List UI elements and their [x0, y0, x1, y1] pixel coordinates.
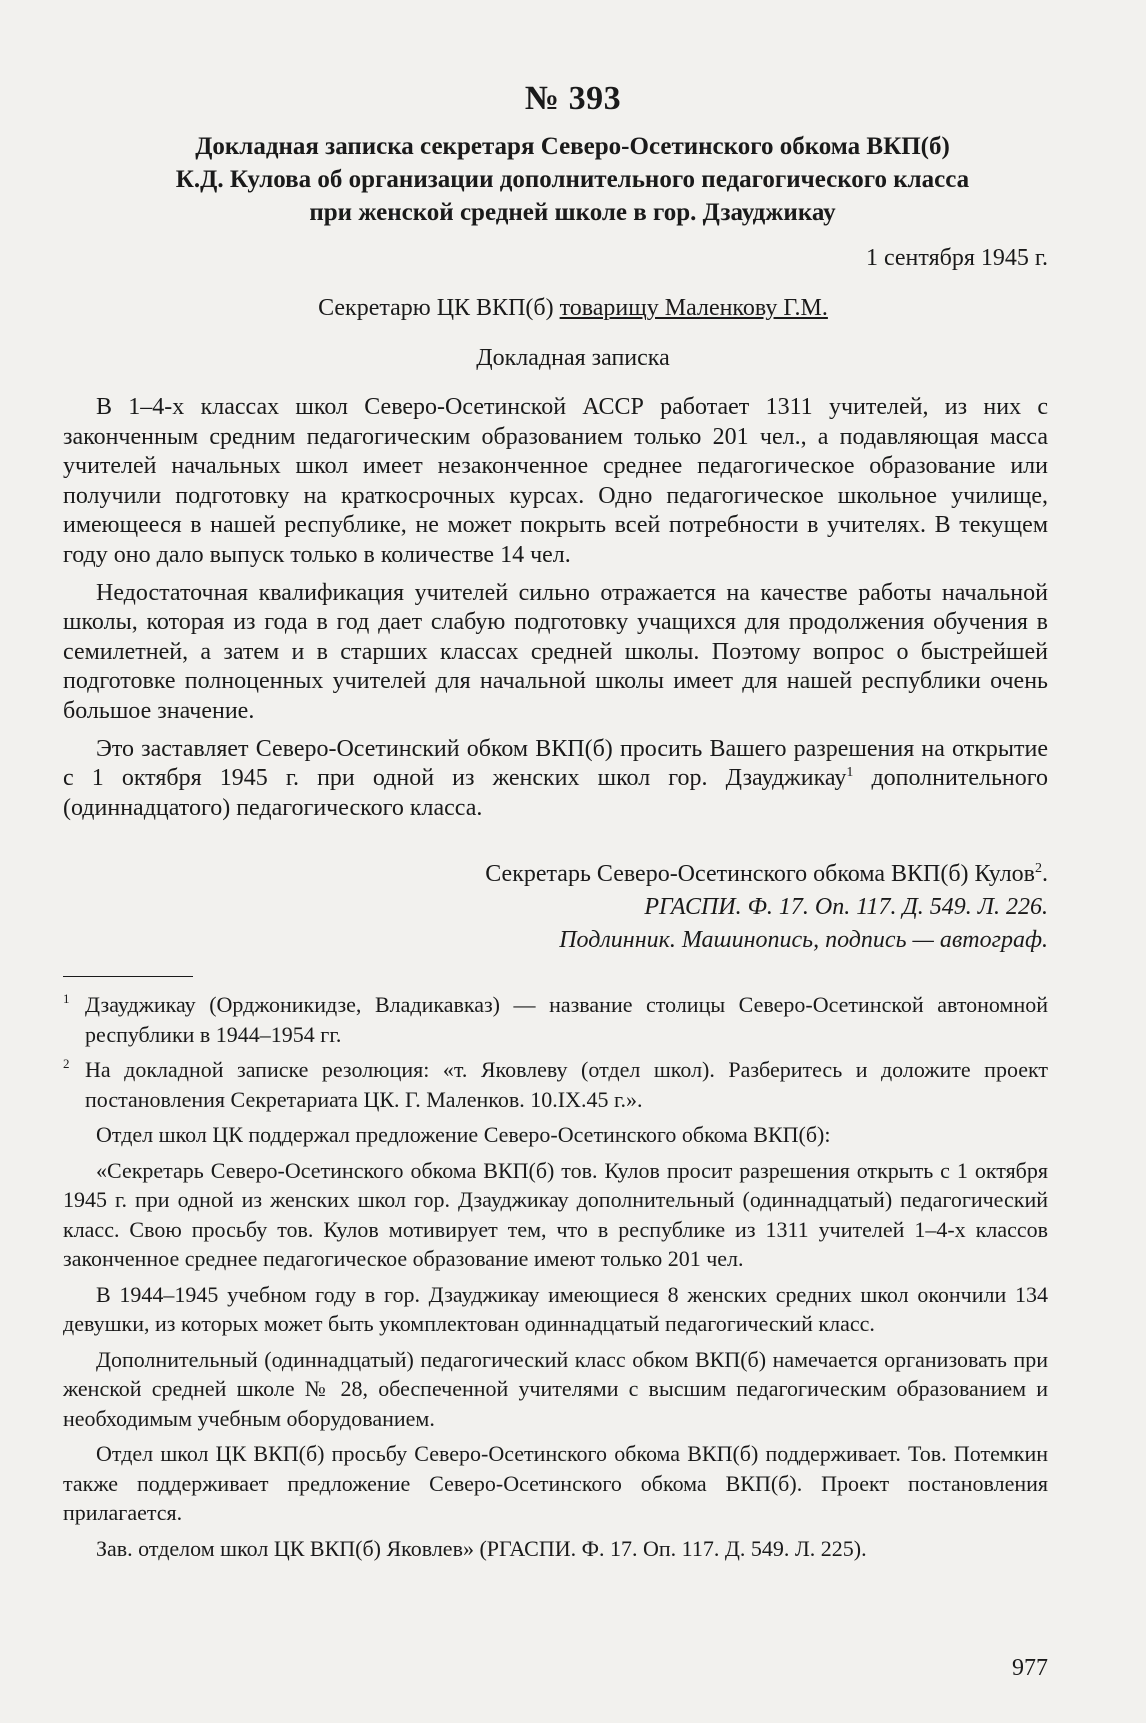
title-line: Докладная записка секретаря Северо-Осетинского обкома ВКП(б): [195, 133, 950, 160]
page-number: 977: [1012, 1655, 1048, 1681]
document-title: [95, 130, 1050, 229]
footnote: 2 На докладной записке резолюция: «т. Яковлеву (отдел школ). Разберитесь и доложите проект постановления Секретариата ЦК. Г. Маленков. 10.IX.45 г.».: [63, 1056, 1048, 1112]
paragraph-text: Это заставляет Северо-Осетинский обком ВКП(б) просить Вашего разрешения на открытие с 1 октября 1945 г. при одной из женских школ гор. Дзауджикау: [63, 735, 1048, 792]
source-note: Подлинник. Машинопись, подпись — автограф.: [559, 927, 1048, 953]
signature-line: [485, 861, 1048, 887]
addressee-name: товарищу Маленкову Г.М.: [559, 295, 828, 321]
footnotes: [63, 990, 1048, 1569]
footnote: 1 Дзауджикау (Орджоникидзе, Владикавказ) — название столицы Северо-Осетинской автономной республики в 1944–1954 гг.: [63, 991, 1048, 1047]
document-number: № 393: [524, 80, 622, 117]
addressee-prefix: Секретарю ЦК ВКП(б): [318, 295, 560, 321]
note-paragraph: «Секретарь Северо-Осетинского обкома ВКП(б) тов. Кулов просит разрешения открыть с 1 октября 1945 г. при одной из женских школ гор. Дзауджикау дополнительный (одиннадцатый) педагогический класс. Свою просьбу тов. Кулов мотивирует тем, что в республике из 1311 учителей 1–4-х классов законченное среднее педагогическое образование имеют только 201 чел.: [63, 1157, 1048, 1271]
memo-heading: Докладная записка: [476, 345, 670, 371]
body-paragraph: Недостаточная квалификация учителей сильно отражается на качестве работы начальной школы, которая из года в год дает слабую подготовку учащихся для продолжения обучения в семилетней, а затем и в старших классах средней школы. Поэтому вопрос о быстрейшей подготовке полноценных учителей для начальной школы имеет для нашей республики очень большое значение.: [63, 579, 1048, 724]
memo-body: [63, 393, 1048, 831]
signature-block: [63, 858, 1048, 957]
footnote-text: Дзауджикау (Орджоникидзе, Владикавказ) — название столицы Северо-Осетинской автономной республики в 1944–1954 гг.: [85, 992, 1048, 1047]
body-paragraph: [63, 735, 1048, 824]
note-paragraph: В 1944–1945 учебном году в гор. Дзауджикау имеющиеся 8 женских средних школ окончили 134 девушки, из которых может быть укомплектован одиннадцатый педагогический класс.: [63, 1281, 1048, 1336]
document-date: 1 сентября 1945 г.: [865, 245, 1048, 271]
footnote-mark: 1: [846, 765, 854, 781]
note-paragraph: Зав. отделом школ ЦК ВКП(б) Яковлев» (РГАСПИ. Ф. 17. Оп. 117. Д. 549. Л. 225).: [96, 1535, 867, 1561]
title-line: при женской средней школе в гор. Дзауджикау: [309, 199, 836, 226]
signature-text: Секретарь Северо-Осетинского обкома ВКП(б) Кулов: [485, 861, 1035, 887]
title-line: К.Д. Кулова об организации дополнительного педагогического класса: [175, 166, 970, 193]
body-paragraph: В 1–4-х классах школ Северо-Осетинской АССР работает 1311 учителей, из них с законченным средним педагогическим образованием только 201 чел., а подавляющая масса учителей начальных школ имеет незаконченное среднее педагогическое образование или получили подготовку на краткосрочных курсах. Одно педагогическое школьное училище, имеющееся в нашей республике, не может покрыть всей потребности в учителях. В текущем году оно дало выпуск только в количестве 14 чел.: [63, 394, 1048, 568]
archive-reference: РГАСПИ. Ф. 17. Оп. 117. Д. 549. Л. 226.: [644, 894, 1048, 920]
note-paragraph: Дополнительный (одиннадцатый) педагогический класс обком ВКП(б) намечается организовать при женской средней школе № 28, обеспеченной учителями с высшим педагогическим образованием и необходимым учебным оборудованием.: [63, 1346, 1048, 1431]
paragraph-text-tail: дополнительного (одиннадцатого) педагогического класса.: [63, 765, 1048, 821]
footnote-divider: [63, 976, 193, 977]
note-paragraph: Отдел школ ЦК ВКП(б) просьбу Северо-Осетинского обкома ВКП(б) поддерживает. Тов. Потемкин также поддерживает предложение Северо-Осетинского обкома ВКП(б). Проект постановления прилагается.: [63, 1441, 1048, 1525]
note-paragraph: Отдел школ ЦК поддержал предложение Северо-Осетинского обкома ВКП(б):: [96, 1122, 831, 1147]
signature-end: .: [1042, 861, 1048, 887]
addressee: [0, 295, 1146, 322]
footnote-text: На докладной записке резолюция: «т. Яковлеву (отдел школ). Разберитесь и доложите проект постановления Секретариата ЦК. Г. Маленков. 10.IX.45 г.».: [85, 1057, 1048, 1112]
footnote-mark: 2: [1035, 861, 1042, 876]
